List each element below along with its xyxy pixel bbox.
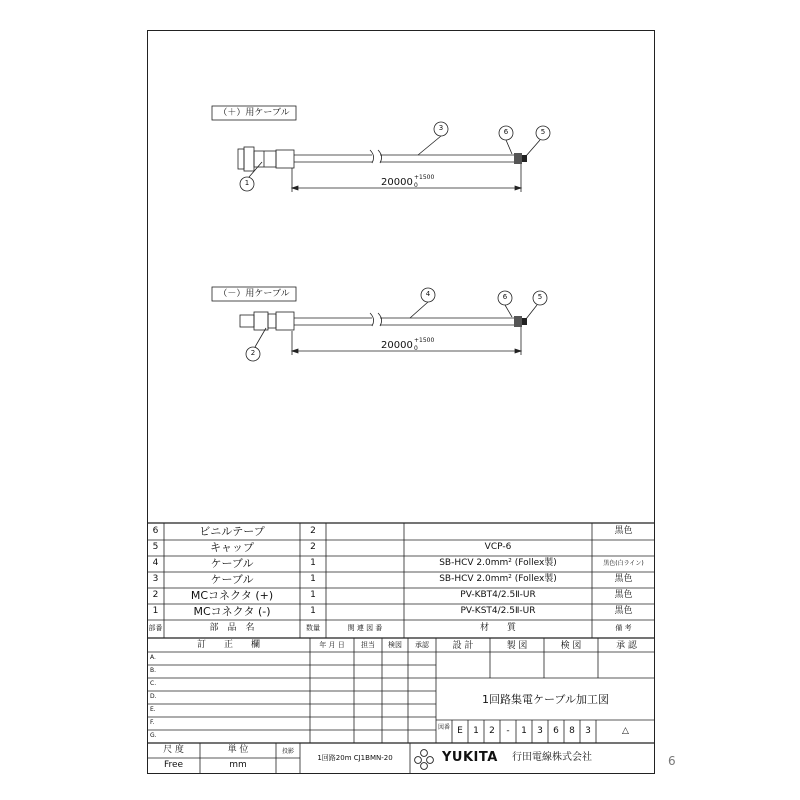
balloon-2: 2	[250, 349, 256, 357]
balloon-1: 1	[244, 179, 250, 187]
revision-row-label: E.	[150, 706, 156, 713]
plus-tol-plus: +1500	[414, 174, 435, 181]
signoff-approval: 承 認	[616, 641, 637, 651]
revision-inspected-header: 検図	[388, 641, 402, 649]
connector-2-pin	[240, 315, 254, 327]
tape-6	[514, 316, 522, 327]
minus-tol-minus: 0	[414, 345, 418, 352]
plus-tape-cap	[514, 153, 527, 164]
projection-label: 投影	[281, 748, 294, 755]
balloon-6: 6	[503, 128, 509, 136]
revision-row-label: C.	[150, 680, 157, 687]
brand-logo-mark	[415, 750, 434, 770]
unit-value: mm	[229, 760, 247, 770]
minus-tol-plus: +1500	[414, 337, 435, 344]
minus-length: 20000	[381, 340, 413, 351]
plus-cable-label: （＋）用ケーブル	[218, 108, 290, 118]
drawing-no-label: 図番	[437, 724, 450, 731]
drawing-title: 1回路集電ケーブル加工図	[481, 693, 609, 706]
revision-approved-header: 承認	[415, 641, 429, 649]
signoff-design: 設 計	[452, 641, 474, 651]
brand-logo: YUKITA	[442, 750, 498, 765]
revision-checked-header: 担当	[361, 641, 375, 649]
connector-1-nut	[238, 149, 244, 169]
signoff-drafting: 製 図	[506, 641, 528, 651]
revision-row-label: G.	[150, 732, 157, 739]
cap-5	[522, 155, 527, 162]
revision-date-header: 年 月 日	[319, 641, 345, 649]
revision-row-label: F.	[150, 719, 155, 726]
balloon-5: 5	[537, 293, 543, 301]
scale-value: Free	[163, 760, 184, 770]
product-code: 1回路20m CJ1BMN-20	[317, 754, 393, 762]
scale-label: 尺 度	[163, 745, 184, 755]
revision-mark: △	[622, 726, 629, 736]
tape-6	[514, 153, 522, 164]
revision-row-label: D.	[150, 693, 157, 700]
plus-tol-minus: 0	[414, 182, 418, 189]
revision-desc-header: 訂 正 欄	[196, 640, 260, 650]
revision-row-label: A.	[150, 654, 156, 661]
page-number: 6	[668, 754, 676, 768]
signoff-inspection: 検 図	[560, 641, 582, 651]
plus-length: 20000	[381, 177, 413, 188]
minus-tape-cap	[514, 316, 527, 327]
connector-1-body	[244, 147, 254, 171]
balloon-6: 6	[502, 293, 508, 301]
balloon-5: 5	[540, 128, 546, 136]
balloon-3: 3	[438, 124, 444, 132]
balloon-4: 4	[425, 290, 431, 298]
company-name: 行田電線株式会社	[512, 752, 592, 763]
minus-cable-label: （－）用ケーブル	[218, 289, 290, 299]
cap-5	[522, 318, 527, 325]
revision-row-label: B.	[150, 667, 157, 674]
unit-label: 単 位	[227, 745, 249, 755]
